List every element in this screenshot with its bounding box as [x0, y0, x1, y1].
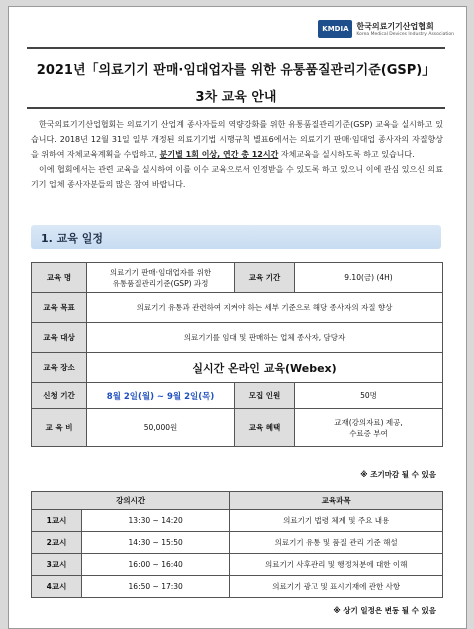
- intro-paragraph-2: 이에 협회에서는 관련 교육을 실시하여 이를 이수 교육으로서 인정받을 수 있도록 하고 있으니 이에 관심 있으신 의료기기 업체 종사자분들의 많은 참여 바랍니다.: [31, 165, 443, 189]
- name-label: 교육 명: [32, 263, 87, 293]
- early-close-note: ※ 조기마감 될 수 있음: [360, 470, 436, 479]
- intro-underline: 분기별 1회 이상, 연간 총 12시간: [159, 150, 279, 159]
- place-label: 교육 장소: [32, 353, 87, 383]
- recruit-value: 50명: [295, 383, 443, 409]
- title-box: [27, 47, 445, 109]
- period-label: 교육 기간: [235, 263, 295, 293]
- intro-text: [31, 117, 443, 192]
- schedule-header-subject: 교육과목: [230, 492, 443, 510]
- schedule-table: [31, 491, 443, 598]
- goal-label: 교육 목표: [32, 293, 87, 323]
- table-row: 4교시 16:50 ~ 17:30 의료기기 광고 및 표시기재에 관한 사항: [32, 576, 443, 598]
- benefit-label: 교육 혜택: [235, 409, 295, 447]
- apply-label: 신청 기간: [32, 383, 87, 409]
- logo-name-en: Korea Medical Devices Industry Association: [356, 32, 454, 37]
- target-label: 교육 대상: [32, 323, 87, 353]
- name-value: 의료기기 판매·임대업자를 위한 유통품질관리기준(GSP) 과정: [87, 263, 235, 293]
- logo-mark-icon: KMDIA: [318, 20, 352, 38]
- benefit-value: 교재(강의자료) 제공, 수료증 부여: [295, 409, 443, 447]
- target-value: 의료기기를 임대 및 판매하는 업체 종사자, 담당자: [87, 323, 443, 353]
- fee-value: 50,000원: [87, 409, 235, 447]
- title-line-1: 2021년「의료기기 판매·임대업자를 위한 유통품질관리기준(GSP)」: [36, 63, 436, 78]
- goal-value: 의료기기 유통과 관련하여 지켜야 하는 세부 기준으로 해당 종사자의 자질 향상: [87, 293, 443, 323]
- schedule-header-time: 강의시간: [32, 492, 230, 510]
- schedule-change-note: ※ 상기 일정은 변동 될 수 있음: [333, 606, 436, 615]
- title-line-2: 3차 교육 안내: [195, 90, 277, 105]
- intro-paragraph-1: 한국의료기기산업협회는 의료기기 산업계 종사자들의 역량강화를 위한 유통품질관리기준(GSP) 교육을 실시하고 있습니다. 2018년 12월 31일 일부 개정된 의료기기법 시행규칙 별표6에서는 의료기기 판매·임대업 종사자의 자질향상을 위하여 자체교육계획을 수립하고, 분기별 1회 이상, 연간 총 12시간 자체교육을 실시하도록 하고 있습니다.: [31, 120, 443, 159]
- section-heading: 1. 교육 일정: [31, 225, 441, 249]
- fee-label: 교 육 비: [32, 409, 87, 447]
- kmdia-logo: [318, 17, 454, 41]
- table-row: 2교시 14:30 ~ 15:50 의료기기 유통 및 품질 관리 기준 해설: [32, 532, 443, 554]
- recruit-label: 모집 인원: [235, 383, 295, 409]
- table-row: 3교시 16:00 ~ 16:40 의료기기 사후관리 및 행정처분에 대한 이해: [32, 554, 443, 576]
- place-value: 실시간 온라인 교육(Webex): [87, 353, 443, 383]
- period-value: 9.10(금) (4H): [295, 263, 443, 293]
- info-table: [31, 262, 443, 447]
- apply-value: 8월 2일(월) ~ 9월 2일(목): [87, 383, 235, 409]
- table-row: 1교시 13:30 ~ 14:20 의료기기 법령 체계 및 주요 내용: [32, 510, 443, 532]
- document-page: [8, 6, 467, 629]
- logo-name-ko: 한국의료기기산업협회: [356, 22, 434, 31]
